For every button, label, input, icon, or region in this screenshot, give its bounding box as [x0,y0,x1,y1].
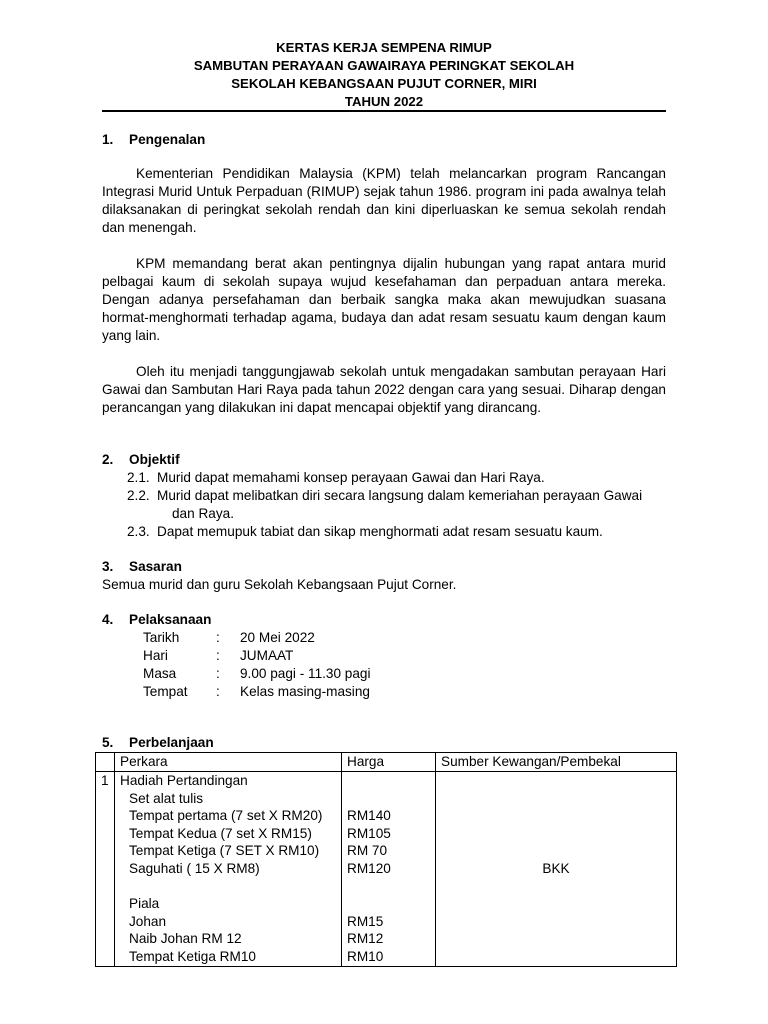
source-cell [436,772,677,967]
section-1-number: 1. [102,132,114,147]
section-4-number: 4. [102,612,114,627]
detail-value-day: JUMAAT [240,648,294,663]
section-5-title: Perbelanjaan [129,735,214,750]
objective-2-text: Murid dapat melibatkan diri secara langsung dalam kemeriahan perayaan Gawai [157,488,643,503]
intro-paragraph-3: Oleh itu menjadi tanggungjawab sekolah untuk mengadakan sambutan perayaan Hari Gawai dan Sambutan Hari Raya pada tahun 2022 dengan cara yang sesuai. Diharap dengan perancangan yang dilakukan ini dapat mencapai objektif yang dirancang. [102,364,666,415]
header-price: Harga [342,753,436,772]
intro-paragraph-2: KPM memandang berat akan pentingnya dijalin hubungan yang rapat antara murid pelbagai kaum di sekolah supaya wujud kesefahaman dan perpaduan antara mereka. Dengan adanya persefahaman dan berbaik sangka maka akan mewujudkan suasana hormat-menghormati terhadap agama, budaya dan adat resam sesuatu kaum dengan kaum yang lain. [102,256,666,343]
header-line-2: SAMBUTAN PERAYAAN GAWAIRAYA PERINGKAT SEKOLAH [193,58,575,73]
target-text: Semua murid dan guru Sekolah Kebangsaan Pujut Corner. [102,577,457,592]
price-line: RM 70 [347,843,388,859]
price-line [347,878,430,896]
price-line [347,772,430,790]
objective-1-text: Murid dapat memahami konsep perayaan Gawai dan Hari Raya. [157,470,545,485]
item-line: Naib Johan RM 12 [129,931,242,947]
item-line [120,878,336,896]
price-line: RM15 [347,913,384,929]
objective-3-number: 2.3. [127,524,150,539]
detail-label-day: Hari [143,648,168,663]
section-3-title: Sasaran [129,559,182,574]
detail-value-date: 20 Mei 2022 [240,630,315,645]
price-line: RM140 [347,808,391,824]
section-3-number: 3. [102,559,114,574]
section-2-number: 2. [102,452,114,467]
section-5-number: 5. [102,735,114,750]
price-line: RM120 [347,860,391,876]
item-line: Saguhati ( 15 X RM8) [129,860,260,876]
detail-label-date: Tarikh [143,630,180,645]
section-1-title: Pengenalan [129,132,206,147]
section-4-title: Pelaksanaan [129,612,212,627]
detail-label-time: Masa [143,666,177,681]
budget-table [95,752,677,967]
price-line [347,790,430,808]
objective-1-number: 2.1. [127,470,150,485]
header-source: Sumber Kewangan/Pembekal [436,753,677,772]
item-line: Tempat Ketiga RM10 [129,948,256,964]
detail-label-venue: Tempat [143,684,188,699]
price-line: RM12 [347,931,384,947]
intro-paragraph-1: Kementerian Pendidikan Malaysia (KPM) telah melancarkan program Rancangan Integrasi Murid Untuk Perpaduan (RIMUP) sejak tahun 1986. program ini pada awalnya telah dilaksanakan di peringkat sekolah rendah dan kini diperluaskan ke semua sekolah rendah dan menengah. [102,166,666,235]
header-divider [102,110,666,112]
detail-colon: : [216,648,220,663]
source-value: BKK [542,860,570,876]
header-line-4: TAHUN 2022 [344,94,424,109]
objective-2-number: 2.2. [127,488,150,503]
item-line: Set alat tulis [129,790,204,806]
item-line: Piala [129,896,160,912]
item-line: Tempat Kedua (7 set X RM15) [129,825,312,841]
detail-value-venue: Kelas masing-masing [240,684,370,699]
price-line [347,895,430,913]
item-line: Hadiah Pertandingan [120,773,248,788]
row-number: 1 [96,772,115,967]
table-header-row [96,753,677,772]
detail-colon: : [216,630,220,645]
detail-colon: : [216,666,220,681]
document-header [102,39,666,111]
price-cell [342,772,436,967]
objective-3-text: Dapat memupuk tabiat dan sikap menghormati adat resam sesuatu kaum. [157,524,603,539]
item-line: Tempat pertama (7 set X RM20) [129,808,323,824]
header-number [96,753,115,772]
item-line: Johan [129,913,167,929]
objective-2-text-continued: dan Raya. [172,506,234,521]
price-line: RM10 [347,948,384,964]
header-line-1: KERTAS KERJA SEMPENA RIMUP [276,40,492,55]
header-item: Perkara [115,753,342,772]
item-line: Tempat Ketiga (7 SET X RM10) [129,843,320,859]
price-line: RM105 [347,825,391,841]
section-2-title: Objektif [129,452,180,467]
table-row [96,772,677,967]
header-line-3: SEKOLAH KEBANGSAAN PUJUT CORNER, MIRI [231,76,537,91]
item-cell [115,772,342,967]
detail-value-time: 9.00 pagi - 11.30 pagi [240,666,371,681]
detail-colon: : [216,684,220,699]
